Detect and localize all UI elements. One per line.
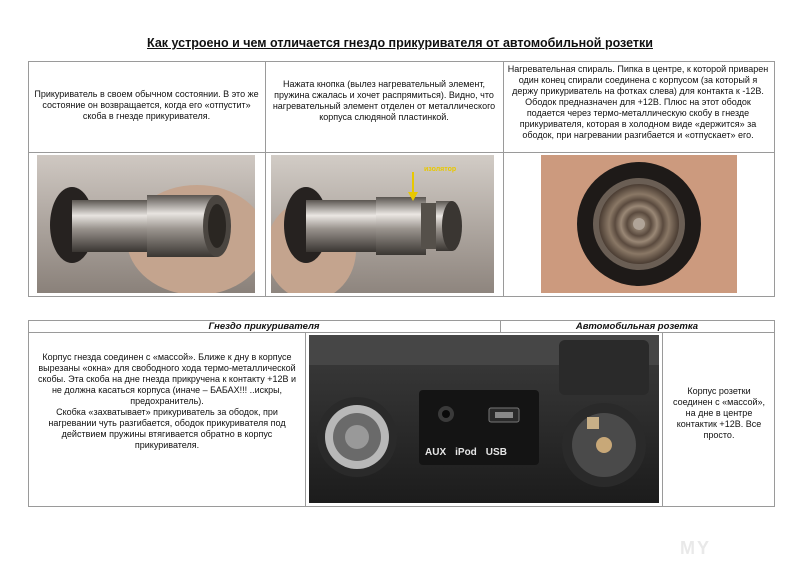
header-car-outlet: Автомобильная розетка: [575, 321, 699, 332]
socket-description: Корпус гнезда соединен с «массой». Ближе к дну в корпусе вырезаны «окна» для свободного хода термо-металлической скобы. Эта скоба на дне гнезда прикручена к контакту +12В и не должна касаться корпуса (иначе – БАБАХ!!! ..искры, предохранитель). Скобка «захватывает» прикуриватель за ободок, при нагревании чуть разгибается, ободок прикуривателя под действием пружины втягивается обратно в корпус прикуривателя.: [37, 352, 297, 450]
outlet-description: Корпус розетки соединен с «массой», на дне в центре контактик +12В. Все просто.: [673, 386, 765, 440]
page-title: Как устроено и чем отличается гнездо прикуривателя от автомобильной розетки: [147, 36, 653, 50]
arrow-icon: [405, 172, 421, 202]
dashboard-photo: [309, 335, 659, 503]
heating-coil-photo: [541, 155, 737, 293]
ipod-label: iPod: [455, 447, 477, 458]
panel-labels: [425, 447, 535, 458]
header-cigarette-socket: Гнездо прикуривателя: [208, 321, 320, 332]
lighter-pressed-photo: [271, 155, 494, 293]
top-cell-2-text: Нажата кнопка (вылез нагревательный элемент, пружина сжалась и хочет распрямиться). Видно, что нагревательный элемент отделен от металлического корпуса слюдяной пластинкой.: [272, 79, 496, 122]
top-cell-1-text: Прикуриватель в своем обычном состоянии. В это же состояние он возвращается, когда его «отпустит» скоба в гнезде прикуривателя.: [34, 89, 259, 121]
top-cell-3-text: Нагревательная спираль. Пипка в центре, к которой приварен один конец спирали соединена с корпусом (за который я держу прикуриватель на фотках слева) для контакта к -12В. Ободок предназначен для +12В. Плюс на этот ободок подается через термо-металлическую скобу в гнезде прикуривателя, которая в холодном виде «держится» за ободок, при нагревании разгибается и «отпускает» его.: [507, 64, 769, 140]
watermark: MY: [680, 538, 711, 558]
insulator-label: изолятор: [424, 166, 457, 173]
usb-label: USB: [485, 447, 507, 458]
lighter-normal-photo: [37, 155, 255, 293]
aux-label: AUX: [425, 447, 447, 458]
